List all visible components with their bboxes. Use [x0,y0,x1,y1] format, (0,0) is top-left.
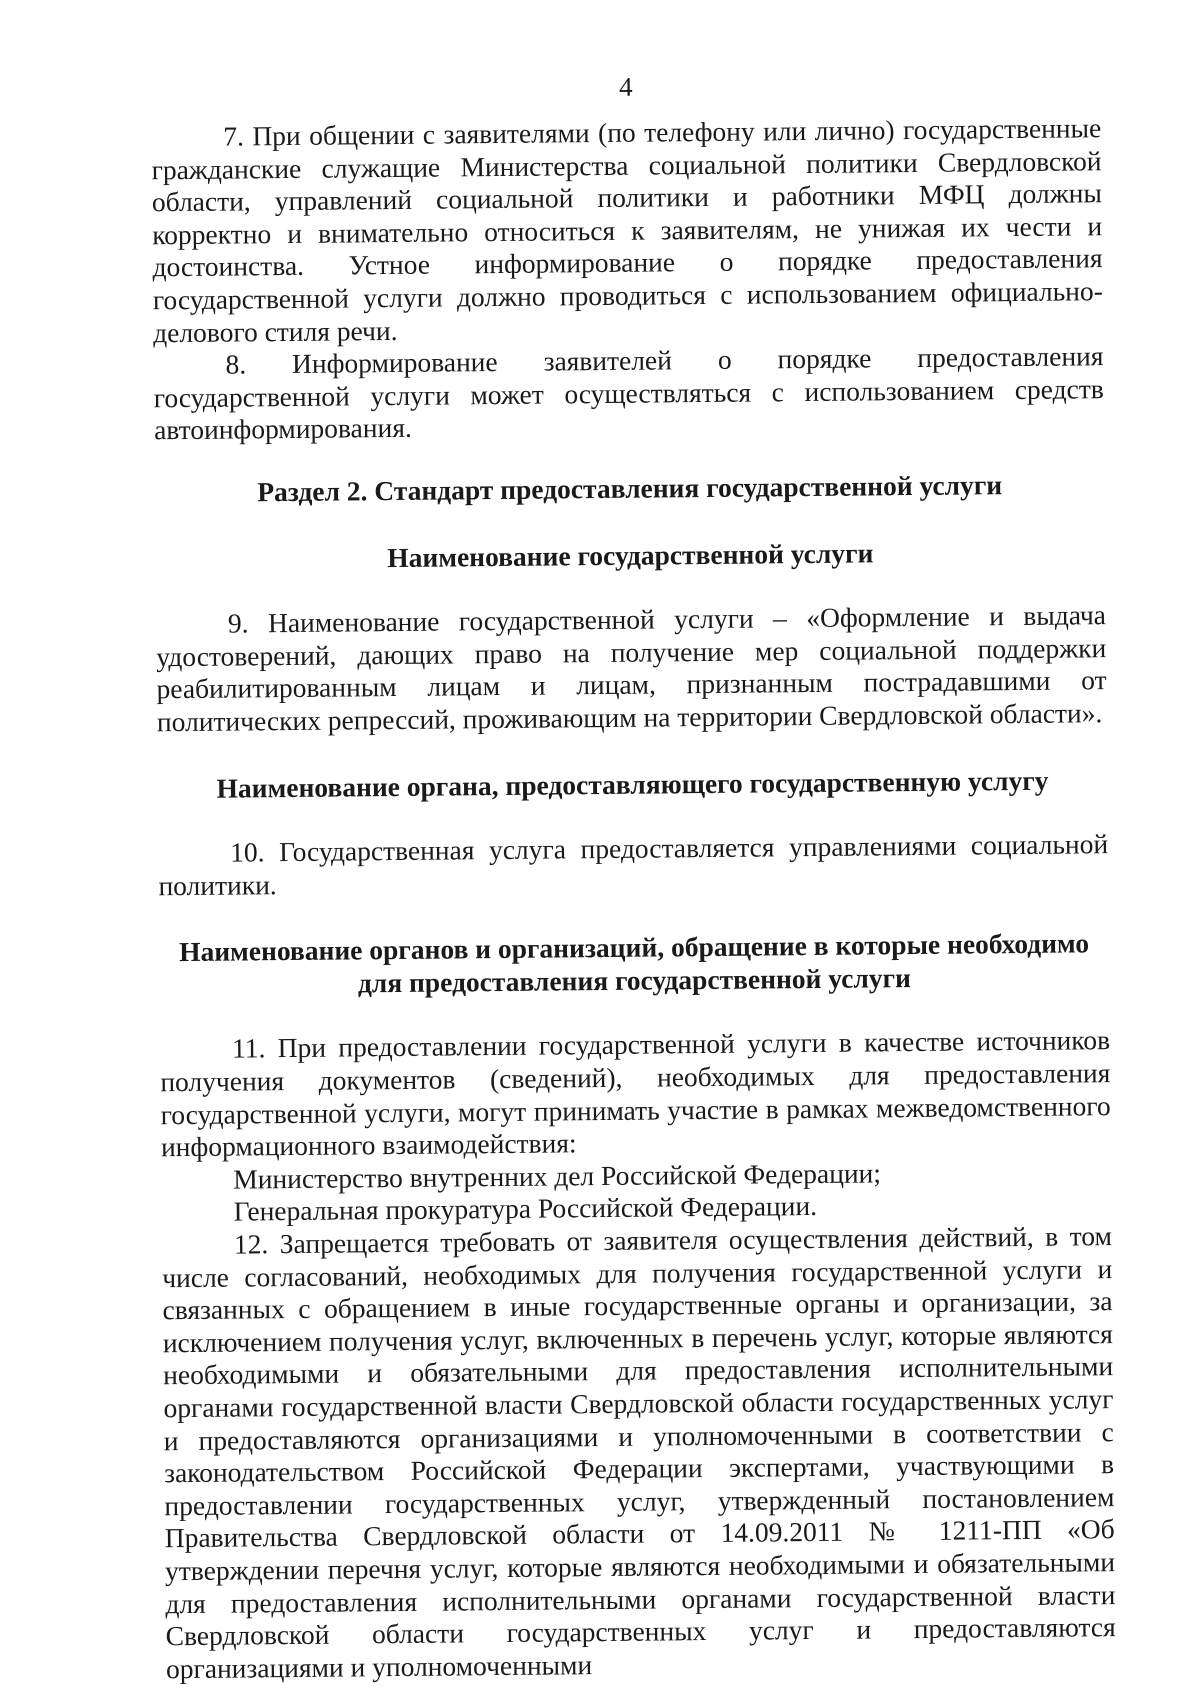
list-item-prosecutor: Генеральная прокуратура Российской Федерации. [233,1190,818,1228]
section-title: Раздел 2. Стандарт предоставления государственной услуги [257,469,1003,508]
paragraph-8: 8. Информирование заявителей о порядке предоставления государственной услуги может осуществляться с использованием средств автоинформирования. [153,340,1104,446]
paragraph-12: 12. Запрещается требовать от заявителя осуществления действий, в том числе согласований, необходимых для получения государственной услуги и связанных с обращением в иные государственные органы и организации, за исключением получения услуг, включенных в перечень услуг, которые являются необходимыми и обязательными для предоставления исполнительными органами государственной власти Свердловской области государственных услуг и предоставляются организациями и уполномоченными в соответствии с законодательством Российской Федерации экспертами, участвующими в предоставлении государственных услуг, утвержденный постановлением Правительства Свердловской области от 14.09.2011 № 1211-ПП «Об утверждении перечня услуг, которые являются необходимыми и обязательными для предоставления исполнительными органами государственной власти Свердловской области государственных услуг и предоставляются организациями и уполномоченными [162,1220,1116,1684]
list-item-ministry: Министерство внутренних дел Российской Федерации; [233,1157,882,1195]
paragraph-10: 10. Государственная услуга предоставляется управлениями социальной политики. [158,828,1109,901]
paragraph-7: 7. При общении с заявителями (по телефону или лично) государственные гражданские служащие Министерства социальной политики Свердловской области, управлений социальной политики и работники МФЦ должны корректно и внимательно относиться к заявителям, не унижая их чести и достоинства. Устное информирование о порядке предоставления государственной услуги должно проводиться с использованием официально-делового стиля речи. [151,112,1103,348]
page-number: 4 [618,71,633,102]
paragraph-9: 9. Наименование государственной услуги – «Оформление и выдача удостоверений, дающих право на получение мер социальной поддержки реабилитированным лицам и лицам, признанным пострадавшими от политических репрессий, проживающим на территории Свердловской области». [156,599,1107,738]
heading-organizations: Наименование органов и организаций, обращение в которые необходимо для предоставления государственной услуги [178,927,1090,999]
heading-authority: Наименование органа, предоставляющего государственную услугу [216,764,1049,804]
paragraph-11: 11. При предоставлении государственной услуги в качестве источников получения документов (сведений), необходимых для предоставления государственной услуги, могут принимать участие в рамках межведомственного информационного взаимодействия: [160,1024,1111,1163]
heading-service-name: Наименование государственной услуги [387,536,874,573]
